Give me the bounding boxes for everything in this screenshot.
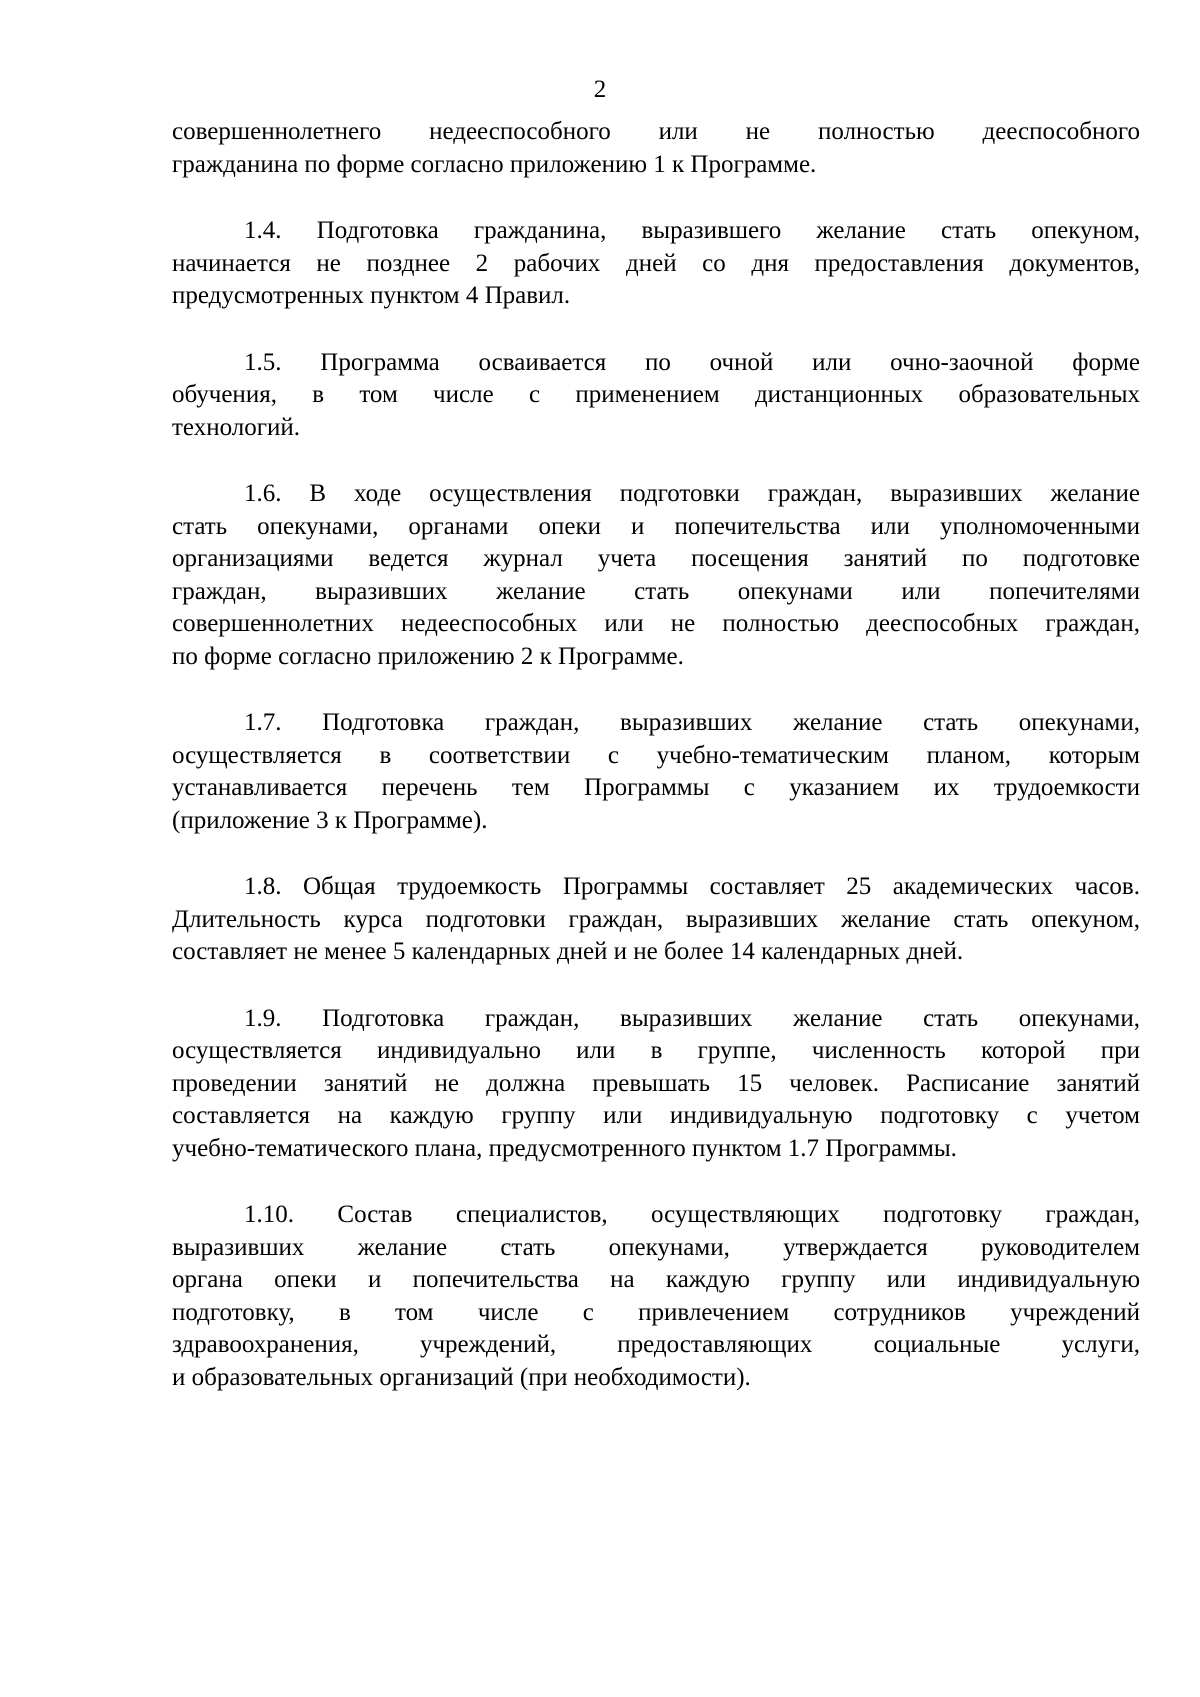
text-line: составляется на каждую группу или индивидуальную подготовку с учетом [172, 1102, 1140, 1129]
text-line: (приложение 3 к Программе). [172, 806, 488, 834]
text-line: 1.10. Состав специалистов, осуществляющих подготовку граждан, [244, 1201, 1140, 1228]
paragraph-1-6 [172, 478, 1140, 673]
text-line: проведении занятий не должна превышать 15 человек. Расписание занятий [172, 1069, 1140, 1097]
page-number: 2 [593, 76, 607, 103]
text-line: выразивших желание стать опекунами, утверждается руководителем [172, 1233, 1140, 1261]
text-line: гражданина по форме согласно приложению 1 к Программе. [172, 150, 817, 178]
paragraph-1-4 [172, 215, 1140, 313]
paragraph-1-7 [172, 707, 1140, 837]
text-line: здравоохранения, учреждений, предоставляющих социальные услуги, [172, 1331, 1140, 1358]
text-line: устанавливается перечень тем Программы с указанием их трудоемкости [172, 774, 1140, 801]
text-line: обучения, в том числе с применением дистанционных образовательных [172, 381, 1140, 408]
text-line: технологий. [172, 413, 300, 441]
text-line: и образовательных организаций (при необходимости). [172, 1363, 751, 1391]
document-body [172, 116, 1140, 1428]
text-line: совершеннолетнего недееспособного или не полностью дееспособного [172, 118, 1140, 145]
paragraph-1-9 [172, 1003, 1140, 1166]
text-line: 1.8. Общая трудоемкость Программы составляет 25 академических часов. [244, 873, 1140, 900]
text-line: 1.4. Подготовка гражданина, выразившего желание стать опекуном, [244, 217, 1140, 244]
text-line: составляет не менее 5 календарных дней и не более 14 календарных дней. [172, 938, 964, 965]
paragraph-1-10 [172, 1199, 1140, 1394]
text-line: осуществляется индивидуально или в группе, численность которой при [172, 1037, 1140, 1064]
text-line: по форме согласно приложению 2 к Программе. [172, 642, 684, 670]
text-line: 1.9. Подготовка граждан, выразивших желание стать опекунами, [244, 1004, 1140, 1032]
text-line: 1.5. Программа осваивается по очной или очно-заочной форме [244, 348, 1140, 376]
paragraph-1-8 [172, 871, 1140, 969]
text-line: осуществляется в соответствии с учебно-тематическим планом, которым [172, 741, 1140, 769]
paragraph-continuation [172, 116, 1140, 181]
text-line: подготовку, в том числе с привлечением сотрудников учреждений [172, 1298, 1140, 1326]
text-line: граждан, выразивших желание стать опекунами или попечителями [172, 577, 1140, 605]
paragraph-1-5 [172, 347, 1140, 445]
text-line: стать опекунами, органами опеки и попечительства или уполномоченными [172, 512, 1140, 540]
text-line: 1.7. Подготовка граждан, выразивших желание стать опекунами, [244, 709, 1140, 736]
text-line: учебно-тематического плана, предусмотренного пунктом 1.7 Программы. [172, 1134, 957, 1162]
text-line: органа опеки и попечительства на каждую группу или индивидуальную [172, 1266, 1140, 1293]
text-line: 1.6. В ходе осуществления подготовки граждан, выразивших желание [244, 480, 1140, 507]
text-line: предусмотренных пунктом 4 Правил. [172, 282, 571, 309]
text-line: организациями ведется журнал учета посещения занятий по подготовке [172, 545, 1140, 572]
text-line: начинается не позднее 2 рабочих дней со дня предоставления документов, [172, 249, 1140, 277]
text-line: совершеннолетних недееспособных или не полностью дееспособных граждан, [172, 610, 1140, 637]
text-line: Длительность курса подготовки граждан, выразивших желание стать опекуном, [172, 905, 1140, 933]
